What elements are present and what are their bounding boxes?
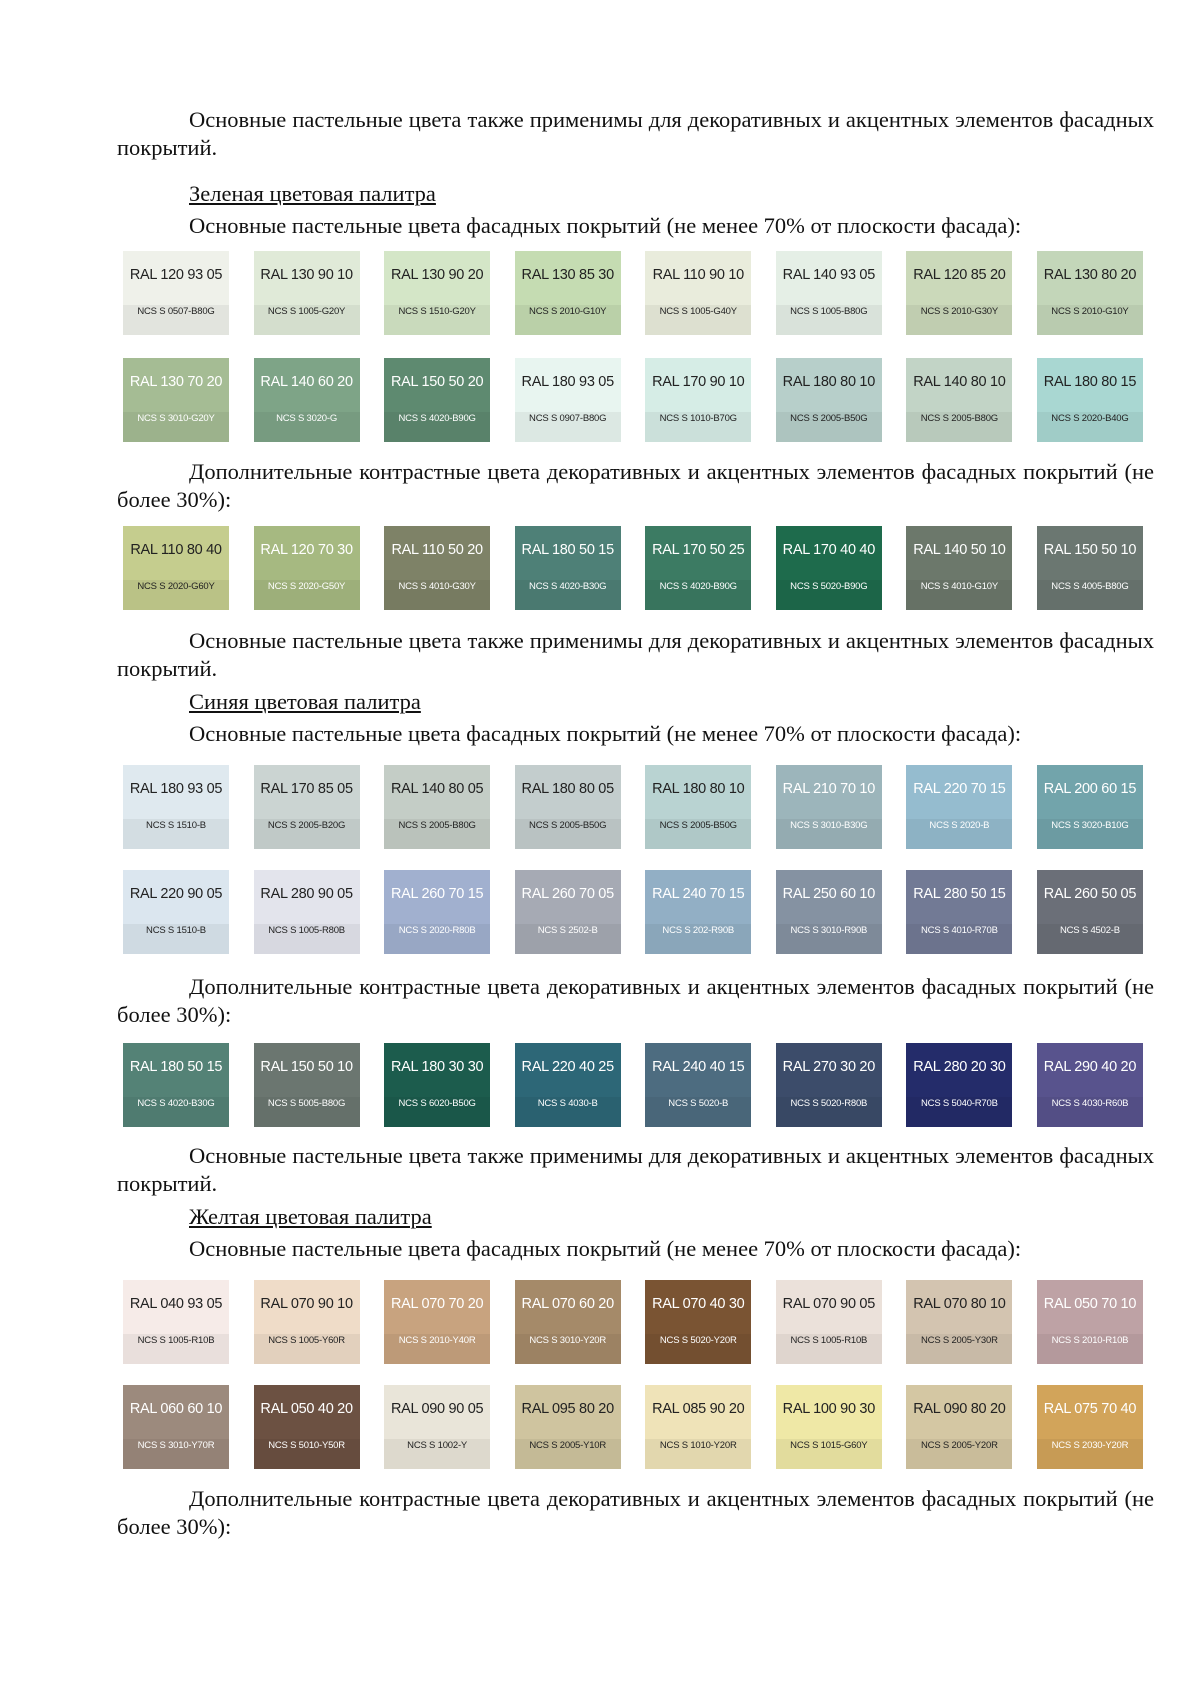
color-swatch: [254, 1385, 360, 1469]
ncs-code: NCS S 5020-Y20R: [659, 1335, 737, 1346]
ral-code: RAL 040 93 05: [129, 1296, 223, 1312]
paragraph-text: Дополнительные контрастные цвета декоративных и акцентных элементов фасадных покрытий (не более 30%):: [117, 974, 1154, 1027]
ncs-code: NCS S 4030-R60B: [1051, 1098, 1129, 1109]
paragraph-text: Основные пастельные цвета фасадных покрытий (не менее 70% от плоскости фасада):: [189, 721, 1022, 746]
ral-code: RAL 180 80 10: [652, 781, 745, 797]
ral-code: RAL 280 90 05: [260, 886, 353, 902]
ncs-code: NCS S 1005-R80B: [268, 925, 345, 936]
color-swatch: [123, 765, 229, 849]
ral-code: RAL 120 85 20: [913, 267, 1006, 283]
color-swatch: [645, 1385, 751, 1469]
paragraph-pastel-note-1: [117, 106, 1154, 162]
ncs-code: NCS S 1005-B80G: [790, 306, 868, 317]
ral-code: RAL 140 80 10: [913, 374, 1006, 390]
ral-code: RAL 280 50 15: [913, 886, 1006, 902]
heading-yellow-palette: Желтая цветовая палитра: [189, 1204, 432, 1229]
ral-code: RAL 170 50 25: [652, 542, 745, 558]
ral-code: RAL 290 40 20: [1043, 1059, 1137, 1075]
ncs-code: NCS S 2010-G30Y: [920, 306, 998, 317]
color-swatch: [123, 870, 229, 954]
ncs-code: NCS S 3010-B30G: [790, 820, 868, 831]
ncs-code: NCS S 1510-G20Y: [398, 306, 476, 317]
color-swatch: [384, 1385, 490, 1469]
color-swatch: [515, 358, 621, 442]
ral-code: RAL 210 70 10: [782, 781, 875, 797]
color-swatch: [384, 251, 490, 335]
ral-code: RAL 120 93 05: [129, 267, 223, 283]
ral-code: RAL 070 60 20: [521, 1296, 614, 1312]
color-swatch: [645, 765, 751, 849]
color-swatch: [776, 358, 882, 442]
ncs-code: NCS S 1015-G60Y: [790, 1440, 868, 1451]
ncs-code: NCS S 2020-R80B: [398, 925, 476, 936]
ncs-code: NCS S 2005-Y30R: [921, 1335, 998, 1346]
ral-code: RAL 090 80 20: [913, 1401, 1006, 1417]
color-swatch: [645, 1043, 751, 1127]
ncs-code: NCS S 2010-G10Y: [529, 306, 607, 317]
ral-code: RAL 110 50 20: [391, 542, 483, 558]
ncs-code: NCS S 1005-G40Y: [659, 306, 737, 317]
ncs-code: NCS S 4005-B80G: [1051, 581, 1129, 592]
color-swatch: [645, 526, 751, 610]
ncs-code: NCS S 3010-Y70R: [137, 1440, 215, 1451]
color-swatch: [776, 1043, 882, 1127]
color-swatch: [384, 1280, 490, 1364]
ncs-code: NCS S 1510-B: [146, 925, 206, 936]
ncs-code: NCS S 4020-B30G: [137, 1098, 215, 1109]
ral-code: RAL 180 80 15: [1043, 374, 1137, 390]
ncs-code: NCS S 0507-B80G: [137, 306, 215, 317]
color-swatch: [515, 1385, 621, 1469]
ral-code: RAL 110 80 40: [130, 542, 222, 558]
color-swatch: [384, 870, 490, 954]
ral-code: RAL 250 60 10: [782, 886, 875, 902]
ncs-code: NCS S 2030-Y20R: [1051, 1440, 1129, 1451]
color-swatch: [776, 526, 882, 610]
color-swatch: [906, 358, 1012, 442]
color-swatch: [906, 1043, 1012, 1127]
ral-code: RAL 060 60 10: [129, 1401, 223, 1417]
color-swatch: [254, 251, 360, 335]
color-swatch: [906, 1280, 1012, 1364]
ral-code: RAL 150 50 20: [390, 374, 484, 390]
color-swatch: [515, 1043, 621, 1127]
swatch-row: [123, 765, 1143, 849]
color-swatch: [515, 870, 621, 954]
paragraph-text: Основные пастельные цвета также применимы для декоративных и акцентных элементов фасадных покрытий.: [117, 628, 1154, 681]
paragraph-extra-yellow: [117, 1485, 1154, 1541]
color-swatch: [384, 526, 490, 610]
color-swatch: [645, 870, 751, 954]
color-swatch: [123, 358, 229, 442]
ral-code: RAL 130 90 20: [390, 267, 484, 283]
ral-code: RAL 270 30 20: [782, 1059, 875, 1075]
ncs-code: NCS S 4020-B90G: [398, 413, 476, 424]
ncs-code: NCS S 2005-B20G: [267, 820, 346, 831]
color-swatch: [384, 765, 490, 849]
color-swatch: [645, 358, 751, 442]
paragraph-text: Дополнительные контрастные цвета декоративных и акцентных элементов фасадных покрытий (не более 30%):: [117, 459, 1154, 512]
swatch-row: [123, 358, 1143, 442]
ncs-code: NCS S 1005-R10B: [137, 1335, 215, 1346]
ncs-code: NCS S 1010-Y20R: [659, 1440, 737, 1451]
color-swatch: [776, 765, 882, 849]
color-swatch: [123, 251, 229, 335]
ncs-code: NCS S 2005-B80G: [920, 413, 998, 424]
ncs-code: NCS S 2005-B50G: [659, 820, 737, 831]
ral-code: RAL 180 80 10: [782, 374, 875, 390]
ral-code: RAL 150 50 10: [1043, 542, 1137, 558]
paragraph-pastel-note-3: [117, 1142, 1154, 1198]
ncs-code: NCS S 202-R90B: [662, 925, 735, 936]
color-swatch: [776, 1280, 882, 1364]
color-swatch: [1037, 251, 1143, 335]
ncs-code: NCS S 2020-B: [929, 820, 990, 831]
ral-code: RAL 090 90 05: [390, 1401, 484, 1417]
color-swatch: [776, 1385, 882, 1469]
color-swatch: [123, 1043, 229, 1127]
ncs-code: NCS S 1002-Y: [407, 1440, 468, 1451]
ncs-code: NCS S 5020-B: [668, 1098, 729, 1109]
paragraph-text: Основные пастельные цвета фасадных покрытий (не менее 70% от плоскости фасада):: [189, 213, 1022, 238]
ncs-code: NCS S 4020-B30G: [529, 581, 607, 592]
ncs-code: NCS S 2020-B40G: [1051, 413, 1129, 424]
color-swatch: [1037, 1043, 1143, 1127]
swatch-row: [123, 1280, 1143, 1364]
ral-code: RAL 180 93 05: [129, 781, 223, 797]
ral-code: RAL 110 90 10: [652, 267, 744, 283]
color-swatch: [906, 526, 1012, 610]
ncs-code: NCS S 1005-Y60R: [268, 1335, 345, 1346]
color-swatch: [254, 358, 360, 442]
ral-code: RAL 220 70 15: [913, 781, 1006, 797]
color-swatch: [906, 1385, 1012, 1469]
color-swatch: [906, 765, 1012, 849]
ral-code: RAL 070 40 30: [652, 1296, 745, 1312]
color-swatch: [123, 1385, 229, 1469]
color-swatch: [1037, 1385, 1143, 1469]
color-swatch: [515, 251, 621, 335]
ncs-code: NCS S 1005-R10B: [790, 1335, 868, 1346]
ncs-code: NCS S 3020-B10G: [1051, 820, 1129, 831]
paragraph-main-green: [117, 212, 1154, 240]
ral-code: RAL 070 90 10: [260, 1296, 353, 1312]
color-swatch: [515, 1280, 621, 1364]
ral-code: RAL 050 40 20: [260, 1401, 353, 1417]
color-swatch: [1037, 526, 1143, 610]
paragraph-extra-blue: [117, 973, 1154, 1029]
color-swatch: [515, 765, 621, 849]
color-swatch: [645, 1280, 751, 1364]
ral-code: RAL 170 40 40: [782, 542, 875, 558]
ral-code: RAL 140 60 20: [260, 374, 353, 390]
ral-code: RAL 070 80 10: [913, 1296, 1006, 1312]
ncs-code: NCS S 2005-B80G: [398, 820, 476, 831]
ral-code: RAL 150 50 10: [260, 1059, 353, 1075]
ncs-code: NCS S 6020-B50G: [398, 1098, 476, 1109]
ral-code: RAL 180 80 05: [521, 781, 614, 797]
ral-code: RAL 130 80 20: [1043, 267, 1137, 283]
ncs-code: NCS S 4010-G30Y: [398, 581, 476, 592]
ral-code: RAL 240 70 15: [652, 886, 745, 902]
ral-code: RAL 260 50 05: [1043, 886, 1137, 902]
swatch-row: [123, 1043, 1143, 1127]
color-swatch: [1037, 765, 1143, 849]
ral-code: RAL 240 40 15: [652, 1059, 745, 1075]
ncs-code: NCS S 3010-Y20R: [529, 1335, 607, 1346]
ncs-code: NCS S 2502-B: [537, 925, 598, 936]
ncs-code: NCS S 2010-Y40R: [398, 1335, 476, 1346]
ral-code: RAL 130 90 10: [260, 267, 353, 283]
paragraph-main-yellow: [117, 1235, 1154, 1263]
color-swatch: [384, 1043, 490, 1127]
color-swatch: [254, 1043, 360, 1127]
ncs-code: NCS S 4502-B: [1059, 925, 1120, 936]
ral-code: RAL 070 90 05: [782, 1296, 875, 1312]
color-swatch: [254, 870, 360, 954]
ral-code: RAL 220 90 05: [129, 886, 223, 902]
ncs-code: NCS S 3010-R90B: [790, 925, 868, 936]
ncs-code: NCS S 5005-B80G: [267, 1098, 346, 1109]
paragraph-text: Основные пастельные цвета фасадных покрытий (не менее 70% от плоскости фасада):: [189, 1236, 1022, 1261]
ncs-code: NCS S 2005-Y10R: [529, 1440, 607, 1451]
ral-code: RAL 095 80 20: [521, 1401, 614, 1417]
ncs-code: NCS S 4020-B90G: [659, 581, 737, 592]
paragraph-pastel-note-2: [117, 627, 1154, 683]
color-swatch: [515, 526, 621, 610]
ncs-code: NCS S 5020-R80B: [790, 1098, 868, 1109]
ral-code: RAL 220 40 25: [521, 1059, 614, 1075]
ncs-code: NCS S 2010-R10B: [1051, 1335, 1129, 1346]
ral-code: RAL 140 80 05: [390, 781, 484, 797]
ral-code: RAL 200 60 15: [1043, 781, 1137, 797]
ral-code: RAL 075 70 40: [1043, 1401, 1137, 1417]
color-swatch: [254, 526, 360, 610]
ncs-code: NCS S 1510-B: [146, 820, 206, 831]
ral-code: RAL 120 70 30: [260, 542, 353, 558]
ral-code: RAL 140 93 05: [782, 267, 875, 283]
color-swatch: [123, 1280, 229, 1364]
ral-code: RAL 050 70 10: [1043, 1296, 1137, 1312]
ral-code: RAL 280 20 30: [913, 1059, 1006, 1075]
paragraph-extra-green: [117, 458, 1154, 514]
ral-code: RAL 100 90 30: [782, 1401, 875, 1417]
ral-code: RAL 170 85 05: [260, 781, 353, 797]
color-swatch: [906, 870, 1012, 954]
ncs-code: NCS S 1010-B70G: [659, 413, 737, 424]
ncs-code: NCS S 4010-R70B: [921, 925, 998, 936]
ral-code: RAL 085 90 20: [652, 1401, 745, 1417]
color-swatch: [1037, 1280, 1143, 1364]
ncs-code: NCS S 2005-B50G: [529, 820, 607, 831]
ral-code: RAL 070 70 20: [390, 1296, 484, 1312]
color-swatch: [645, 251, 751, 335]
ncs-code: NCS S 2010-G10Y: [1051, 306, 1129, 317]
swatch-row: [123, 1385, 1143, 1469]
color-swatch: [384, 358, 490, 442]
color-swatch: [1037, 870, 1143, 954]
ncs-code: NCS S 4010-G10Y: [920, 581, 998, 592]
ncs-code: NCS S 5040-R70B: [921, 1098, 998, 1109]
swatch-row: [123, 870, 1143, 954]
ncs-code: NCS S 2005-Y20R: [921, 1440, 998, 1451]
color-swatch: [776, 870, 882, 954]
swatch-row: [123, 526, 1143, 610]
ral-code: RAL 180 50 15: [129, 1059, 223, 1075]
paragraph-main-blue: [117, 720, 1154, 748]
ncs-code: NCS S 4030-B: [537, 1098, 598, 1109]
paragraph-text: Дополнительные контрастные цвета декоративных и акцентных элементов фасадных покрытий (не более 30%):: [117, 1486, 1154, 1539]
swatch-row: [123, 251, 1143, 335]
ral-code: RAL 130 85 30: [521, 267, 614, 283]
ral-code: RAL 180 30 30: [390, 1059, 484, 1075]
color-swatch: [906, 251, 1012, 335]
ncs-code: NCS S 1005-G20Y: [267, 306, 346, 317]
ral-code: RAL 260 70 15: [390, 886, 484, 902]
ral-code: RAL 180 50 15: [521, 542, 614, 558]
ncs-code: NCS S 3020-G: [276, 413, 338, 424]
ncs-code: NCS S 3010-G20Y: [137, 413, 215, 424]
heading-green-palette: Зеленая цветовая палитра: [189, 181, 436, 206]
ncs-code: NCS S 5010-Y50R: [268, 1440, 345, 1451]
ral-code: RAL 130 70 20: [129, 374, 223, 390]
color-swatch: [254, 1280, 360, 1364]
color-swatch: [776, 251, 882, 335]
ncs-code: NCS S 5020-B90G: [790, 581, 868, 592]
heading-blue-palette: Синяя цветовая палитра: [189, 689, 421, 714]
ncs-code: NCS S 0907-B80G: [529, 413, 607, 424]
ral-code: RAL 140 50 10: [913, 542, 1006, 558]
color-swatch: [123, 526, 229, 610]
ral-code: RAL 180 93 05: [521, 374, 614, 390]
ral-code: RAL 260 70 05: [521, 886, 614, 902]
ncs-code: NCS S 2005-B50G: [790, 413, 868, 424]
paragraph-text: Основные пастельные цвета также применимы для декоративных и акцентных элементов фасадных покрытий.: [117, 1143, 1154, 1196]
ncs-code: NCS S 2020-G60Y: [137, 581, 215, 592]
color-swatch: [254, 765, 360, 849]
paragraph-text: Основные пастельные цвета также применимы для декоративных и акцентных элементов фасадных покрытий.: [117, 107, 1154, 160]
color-swatch: [1037, 358, 1143, 442]
ral-code: RAL 170 90 10: [652, 374, 745, 390]
ncs-code: NCS S 2020-G50Y: [267, 581, 346, 592]
